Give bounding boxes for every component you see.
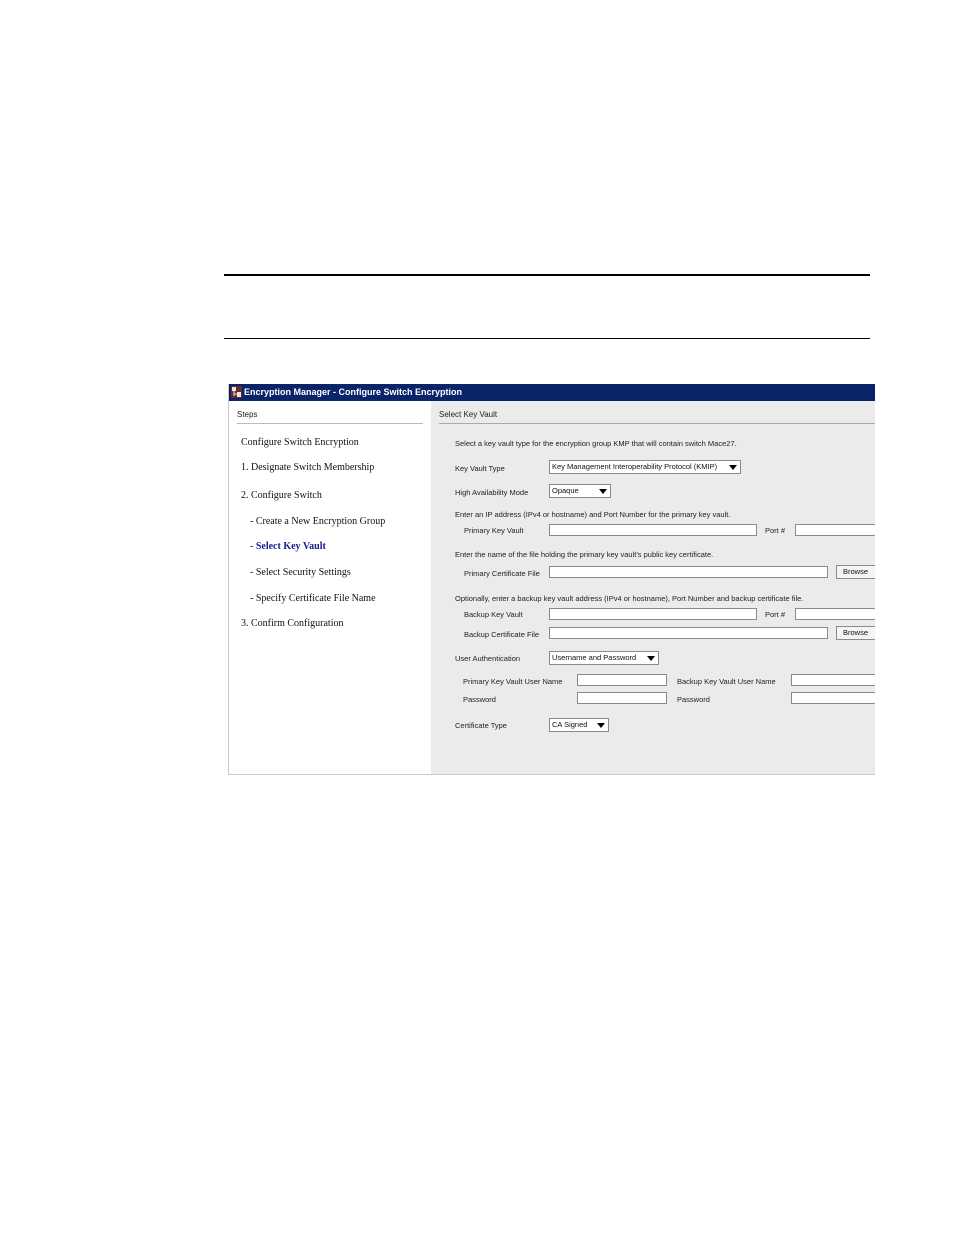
cert-type-label: Certificate Type: [455, 721, 507, 730]
primary-key-vault-label: Primary Key Vault: [464, 526, 524, 535]
primary-instructions: Enter an IP address (IPv4 or hostname) and Port Number for the primary key vault.: [455, 510, 731, 519]
window-title: Encryption Manager - Configure Switch Encryption: [244, 387, 463, 397]
key-vault-type-value: Key Management Interoperability Protocol (KMIP): [552, 462, 718, 471]
backup-cert-file-input[interactable]: [549, 627, 828, 639]
chevron-down-icon: [599, 489, 607, 494]
step-specify-certificate-file-name: - Specify Certificate File Name: [250, 593, 376, 604]
ha-mode-select[interactable]: [549, 484, 611, 498]
key-vault-type-label: Key Vault Type: [455, 464, 505, 473]
primary-browse-button[interactable]: Browse: [836, 565, 875, 579]
primary-user-label: Primary Key Vault User Name: [463, 677, 563, 686]
step-designate-switch-membership: 1. Designate Switch Membership: [241, 462, 375, 473]
primary-cert-file-label: Primary Certificate File: [464, 569, 540, 578]
step-create-encryption-group: - Create a New Encryption Group: [250, 516, 386, 527]
chevron-down-icon: [647, 656, 655, 661]
intro-text: Select a key vault type for the encryption group KMP that will contain switch Mace27.: [455, 439, 737, 448]
backup-port-label: Port #: [765, 610, 786, 619]
user-auth-value: Username and Password: [552, 653, 637, 662]
step-configure-switch-encryption: Configure Switch Encryption: [241, 437, 359, 448]
title-bar[interactable]: [229, 384, 875, 401]
primary-key-vault-input[interactable]: [549, 524, 757, 536]
steps-divider: [237, 423, 423, 424]
step-configure-switch: 2. Configure Switch: [241, 490, 322, 501]
panel-heading: Select Key Vault: [439, 410, 498, 419]
backup-user-label: Backup Key Vault User Name: [677, 677, 776, 686]
top-rule-thick: [224, 274, 870, 276]
cert-type-value: CA Signed: [552, 720, 588, 729]
top-rule-thin: [224, 338, 870, 339]
backup-browse-button[interactable]: Browse: [836, 626, 875, 640]
encryption-manager-window: [228, 384, 875, 775]
backup-port-input[interactable]: [795, 608, 875, 620]
backup-user-input[interactable]: [791, 674, 875, 686]
steps-panel: [229, 401, 431, 774]
primary-password-input[interactable]: [577, 692, 667, 704]
ha-mode-label: High Availability Mode: [455, 488, 529, 497]
step-confirm-configuration: 3. Confirm Configuration: [241, 618, 344, 629]
cert-type-select[interactable]: [549, 718, 609, 732]
primary-port-input[interactable]: [795, 524, 875, 536]
ha-mode-value: Opaque: [552, 486, 579, 495]
backup-password-label: Password: [677, 695, 710, 704]
primary-port-label: Port #: [765, 526, 786, 535]
chevron-down-icon: [729, 465, 737, 470]
key-vault-type-select[interactable]: [549, 460, 741, 474]
user-auth-select[interactable]: [549, 651, 659, 665]
backup-password-input[interactable]: [791, 692, 875, 704]
panel-divider: [439, 423, 875, 424]
backup-instructions: Optionally, enter a backup key vault address (IPv4 or hostname), Port Number and backup certificate file.: [455, 594, 804, 603]
step-select-key-vault: - Select Key Vault: [250, 541, 326, 552]
primary-password-label: Password: [463, 695, 496, 704]
chevron-down-icon: [597, 723, 605, 728]
backup-cert-file-label: Backup Certificate File: [464, 630, 540, 639]
select-key-vault-panel: [431, 401, 875, 774]
steps-heading: Steps: [237, 410, 258, 419]
primary-cert-file-input[interactable]: [549, 566, 828, 578]
primary-user-input[interactable]: [577, 674, 667, 686]
user-auth-label: User Authentication: [455, 654, 521, 663]
backup-key-vault-label: Backup Key Vault: [464, 610, 523, 619]
step-select-security-settings: - Select Security Settings: [250, 567, 351, 578]
app-icon: [231, 386, 242, 398]
backup-key-vault-input[interactable]: [549, 608, 757, 620]
primary-cert-instructions: Enter the name of the file holding the primary key vault's public key certificate.: [455, 550, 714, 559]
